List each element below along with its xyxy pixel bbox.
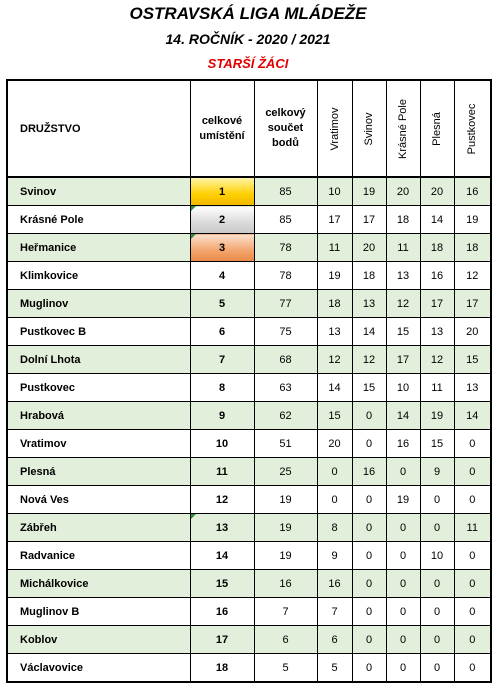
rank-value: 18 xyxy=(215,661,229,674)
table-row xyxy=(7,177,491,206)
total-points: 19 xyxy=(254,542,317,570)
team-name: Heřmanice xyxy=(7,234,190,262)
round-score: 11 xyxy=(386,234,420,262)
round-score: 16 xyxy=(386,430,420,458)
table-row xyxy=(7,542,491,570)
round-score: 20 xyxy=(420,177,454,206)
team-name: Pustkovec xyxy=(7,374,190,402)
round-score: 15 xyxy=(454,346,491,374)
standings-table xyxy=(6,79,492,683)
rank-cell xyxy=(190,486,254,514)
team-name: Hrabová xyxy=(7,402,190,430)
table-row xyxy=(7,570,491,598)
round-score: 18 xyxy=(317,290,352,318)
round-score: 17 xyxy=(420,290,454,318)
total-points: 78 xyxy=(254,234,317,262)
round-score: 0 xyxy=(454,598,491,626)
total-points: 19 xyxy=(254,514,317,542)
round-score: 13 xyxy=(454,374,491,402)
total-points: 78 xyxy=(254,262,317,290)
round-header-svinov: Svinov xyxy=(352,80,386,177)
rank-cell-bronze xyxy=(190,234,254,262)
rank-value: 17 xyxy=(215,633,229,646)
rank-value: 10 xyxy=(215,437,229,450)
round-score: 0 xyxy=(386,598,420,626)
team-name: Muglinov B xyxy=(7,598,190,626)
round-score: 0 xyxy=(317,486,352,514)
round-score: 0 xyxy=(420,654,454,683)
total-points: 85 xyxy=(254,206,317,234)
round-score: 0 xyxy=(454,626,491,654)
round-score: 15 xyxy=(317,402,352,430)
team-name: Vratimov xyxy=(7,430,190,458)
comment-marker-icon xyxy=(191,206,196,211)
rank-cell xyxy=(190,346,254,374)
table-row xyxy=(7,402,491,430)
round-score: 0 xyxy=(454,458,491,486)
rank-value: 9 xyxy=(218,409,226,422)
round-score: 8 xyxy=(317,514,352,542)
round-score: 19 xyxy=(454,206,491,234)
table-row xyxy=(7,626,491,654)
total-points: 7 xyxy=(254,598,317,626)
team-name: Plesná xyxy=(7,458,190,486)
round-score: 20 xyxy=(352,234,386,262)
standings-body xyxy=(7,177,491,682)
rank-cell xyxy=(190,626,254,654)
total-points: 51 xyxy=(254,430,317,458)
table-row xyxy=(7,346,491,374)
table-row xyxy=(7,458,491,486)
rank-cell xyxy=(190,654,254,683)
round-score: 14 xyxy=(317,374,352,402)
round-score: 17 xyxy=(386,346,420,374)
round-score: 5 xyxy=(317,654,352,683)
rank-value: 2 xyxy=(218,213,226,226)
round-score: 10 xyxy=(386,374,420,402)
round-score: 0 xyxy=(352,626,386,654)
table-row xyxy=(7,514,491,542)
rank-header-line: celkové xyxy=(201,114,243,127)
total-points: 25 xyxy=(254,458,317,486)
round-score: 0 xyxy=(420,486,454,514)
total-points: 62 xyxy=(254,402,317,430)
round-score: 12 xyxy=(317,346,352,374)
total-points: 68 xyxy=(254,346,317,374)
round-score: 20 xyxy=(454,318,491,346)
rank-cell-silver xyxy=(190,206,254,234)
rank-cell xyxy=(190,290,254,318)
rank-value: 8 xyxy=(218,381,226,394)
rank-value: 16 xyxy=(215,605,229,618)
round-score: 19 xyxy=(352,177,386,206)
rank-cell xyxy=(190,318,254,346)
round-score: 15 xyxy=(420,430,454,458)
category-label: STARŠÍ ŽÁCI xyxy=(207,56,289,71)
round-score: 16 xyxy=(352,458,386,486)
rank-cell xyxy=(190,262,254,290)
rank-value: 5 xyxy=(218,297,226,310)
rank-value: 14 xyxy=(215,549,229,562)
round-header-pustkovec: Pustkovec xyxy=(454,80,491,177)
team-name: Václavovice xyxy=(7,654,190,683)
round-score: 0 xyxy=(352,430,386,458)
round-score: 0 xyxy=(420,570,454,598)
team-name: Dolní Lhota xyxy=(7,346,190,374)
total-column-header xyxy=(254,80,317,177)
rank-value: 4 xyxy=(218,269,226,282)
round-score: 17 xyxy=(454,290,491,318)
team-name: Radvanice xyxy=(7,542,190,570)
round-score: 12 xyxy=(454,262,491,290)
round-score: 14 xyxy=(386,402,420,430)
round-score: 0 xyxy=(352,570,386,598)
rank-value: 15 xyxy=(215,577,229,590)
team-column-header: DRUŽSTVO xyxy=(7,80,190,177)
round-score: 0 xyxy=(352,402,386,430)
round-score: 0 xyxy=(317,458,352,486)
rank-value: 11 xyxy=(216,465,228,478)
round-score: 18 xyxy=(352,262,386,290)
round-score: 0 xyxy=(420,626,454,654)
round-score: 10 xyxy=(317,177,352,206)
round-score: 6 xyxy=(317,626,352,654)
round-score: 18 xyxy=(386,206,420,234)
rank-value: 7 xyxy=(218,353,226,366)
round-score: 0 xyxy=(352,654,386,683)
table-row xyxy=(7,234,491,262)
rank-cell xyxy=(190,402,254,430)
round-score: 12 xyxy=(352,346,386,374)
team-name: Michálkovice xyxy=(7,570,190,598)
rank-value: 6 xyxy=(218,325,226,338)
total-header-line: celkový xyxy=(265,107,306,119)
table-row xyxy=(7,206,491,234)
team-name: Krásné Pole xyxy=(7,206,190,234)
round-score: 16 xyxy=(420,262,454,290)
comment-marker-icon xyxy=(191,234,196,239)
round-score: 0 xyxy=(454,654,491,683)
rank-cell xyxy=(190,570,254,598)
table-row xyxy=(7,486,491,514)
rank-value: 3 xyxy=(218,241,226,254)
round-score: 0 xyxy=(352,486,386,514)
table-row xyxy=(7,654,491,683)
round-score: 13 xyxy=(420,318,454,346)
round-header-krasne-pole: Krásné Pole xyxy=(386,80,420,177)
round-score: 0 xyxy=(352,598,386,626)
round-score: 17 xyxy=(352,206,386,234)
round-score: 19 xyxy=(420,402,454,430)
rank-cell xyxy=(190,430,254,458)
league-title: OSTRAVSKÁ LIGA MLÁDEŽE xyxy=(129,4,367,23)
header-row xyxy=(7,80,491,177)
rank-value: 13 xyxy=(215,521,229,534)
team-name: Zábřeh xyxy=(7,514,190,542)
rank-cell xyxy=(190,598,254,626)
round-score: 13 xyxy=(352,290,386,318)
rank-column-header xyxy=(190,80,254,177)
round-score: 9 xyxy=(317,542,352,570)
comment-marker-icon xyxy=(191,514,196,519)
round-score: 0 xyxy=(454,430,491,458)
round-header-vratimov: Vratimov xyxy=(317,80,352,177)
round-score: 20 xyxy=(386,177,420,206)
season-subtitle: 14. ROČNÍK - 2020 / 2021 xyxy=(165,31,331,47)
rank-header-line: umístění xyxy=(199,129,245,142)
rank-cell xyxy=(190,542,254,570)
round-score: 10 xyxy=(420,542,454,570)
round-score: 13 xyxy=(317,318,352,346)
round-score: 15 xyxy=(352,374,386,402)
round-score: 14 xyxy=(352,318,386,346)
round-score: 14 xyxy=(420,206,454,234)
table-row xyxy=(7,290,491,318)
round-score: 0 xyxy=(420,514,454,542)
team-name: Pustkovec B xyxy=(7,318,190,346)
round-score: 16 xyxy=(317,570,352,598)
round-score: 0 xyxy=(420,598,454,626)
round-score: 9 xyxy=(420,458,454,486)
table-row xyxy=(7,374,491,402)
round-score: 11 xyxy=(454,514,491,542)
round-score: 14 xyxy=(454,402,491,430)
total-points: 77 xyxy=(254,290,317,318)
round-score: 12 xyxy=(386,290,420,318)
team-name: Muglinov xyxy=(7,290,190,318)
round-score: 11 xyxy=(420,374,454,402)
rank-value: 12 xyxy=(215,493,229,506)
total-points: 85 xyxy=(254,177,317,206)
round-score: 0 xyxy=(454,542,491,570)
round-score: 0 xyxy=(386,514,420,542)
rank-cell xyxy=(190,374,254,402)
rank-cell-gold xyxy=(190,177,254,206)
total-points: 75 xyxy=(254,318,317,346)
round-score: 0 xyxy=(454,486,491,514)
total-points: 19 xyxy=(254,486,317,514)
rank-cell xyxy=(190,458,254,486)
table-row xyxy=(7,430,491,458)
round-score: 17 xyxy=(317,206,352,234)
round-score: 12 xyxy=(420,346,454,374)
round-score: 18 xyxy=(454,234,491,262)
rank-cell xyxy=(190,514,254,542)
total-points: 16 xyxy=(254,570,317,598)
round-score: 11 xyxy=(317,234,352,262)
team-name: Koblov xyxy=(7,626,190,654)
total-header-line: bodů xyxy=(272,137,299,149)
total-points: 63 xyxy=(254,374,317,402)
round-score: 0 xyxy=(454,570,491,598)
team-name: Klimkovice xyxy=(7,262,190,290)
round-score: 0 xyxy=(352,514,386,542)
round-score: 16 xyxy=(454,177,491,206)
round-score: 19 xyxy=(386,486,420,514)
table-row xyxy=(7,598,491,626)
total-header-line: součet xyxy=(267,122,304,134)
round-score: 18 xyxy=(420,234,454,262)
total-points: 6 xyxy=(254,626,317,654)
round-score: 0 xyxy=(352,542,386,570)
round-score: 19 xyxy=(317,262,352,290)
round-score: 0 xyxy=(386,654,420,683)
team-name: Svinov xyxy=(7,177,190,206)
team-name: Nová Ves xyxy=(7,486,190,514)
round-score: 13 xyxy=(386,262,420,290)
round-score: 7 xyxy=(317,598,352,626)
total-points: 5 xyxy=(254,654,317,683)
round-score: 20 xyxy=(317,430,352,458)
round-score: 0 xyxy=(386,542,420,570)
round-header-plesna: Plesná xyxy=(420,80,454,177)
table-row xyxy=(7,318,491,346)
table-row xyxy=(7,262,491,290)
round-score: 15 xyxy=(386,318,420,346)
rank-value: 1 xyxy=(218,185,226,198)
round-score: 0 xyxy=(386,626,420,654)
round-score: 0 xyxy=(386,570,420,598)
round-score: 0 xyxy=(386,458,420,486)
